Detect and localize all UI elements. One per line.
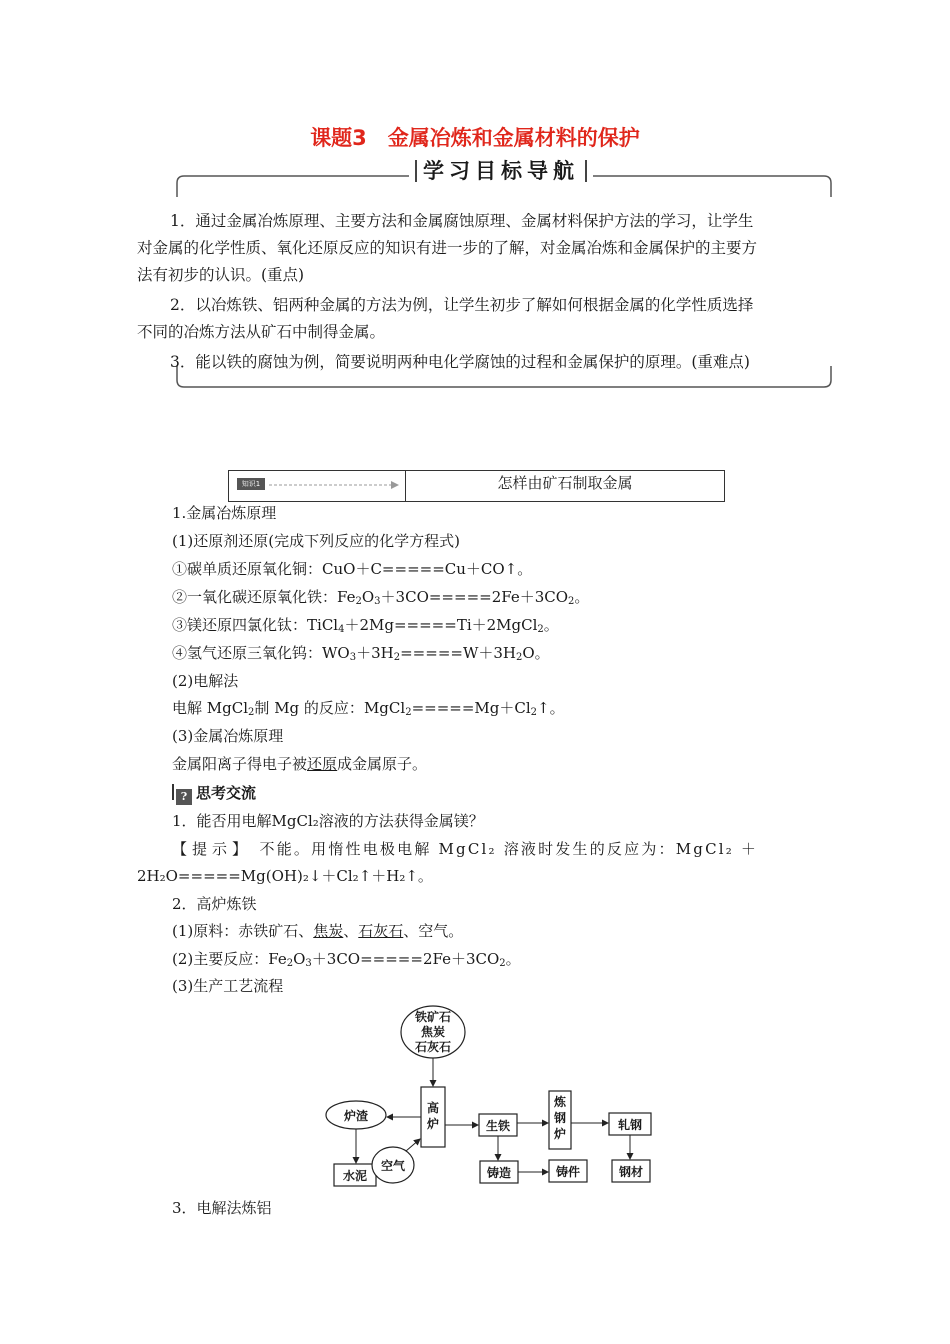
section2-heading: 2．高炉炼铁: [172, 895, 257, 913]
reaction-4: ④氢气还原三氧化钨：$WO_3+3H_2=====W+3H_2O$。: [172, 644, 550, 663]
electrolysis-reaction: 电解 MgCl$_2$制 Mg 的反应：$MgCl_2=====Mg+Cl_2↑$。: [172, 699, 565, 718]
svg-text:炉渣: 炉渣: [343, 1109, 369, 1123]
think-hint-cont: 2H₂O=====Mg(OH)₂↓＋Cl₂↑＋H₂↑。: [137, 867, 433, 885]
svg-text:空气: 空气: [380, 1159, 406, 1173]
svg-text:钢: 钢: [553, 1111, 567, 1125]
knowledge-tag: 知识1: [237, 478, 265, 490]
reaction-2: ②一氧化碳还原氧化铁：$Fe_2O_3+3CO=====2Fe+3CO_2$。: [172, 588, 590, 607]
reaction-1: ①碳单质还原氧化铜：CuO＋C=====Cu＋CO↑。: [172, 560, 533, 578]
svg-text:铸造: 铸造: [486, 1166, 512, 1180]
reaction-3: ③镁还原四氯化钛：TiCl$_4$＋2Mg=====Ti＋2MgCl$_2$。: [172, 616, 559, 635]
svg-text:炉: 炉: [426, 1117, 440, 1131]
section3-heading: 3．电解法炼铝: [172, 1199, 272, 1217]
raw-materials: (1)原料：赤铁矿石、焦炭、石灰石、空气。: [172, 922, 464, 940]
goals-heading-text: 学习目标导航: [423, 159, 579, 183]
arrow-icon: [269, 479, 399, 491]
knowledge-title: 怎样由矿石制取金属: [497, 474, 633, 492]
flow-label: (3)生产工艺流程: [172, 977, 284, 995]
think-heading: ? 思考交流: [172, 782, 256, 805]
svg-text:钢材: 钢材: [618, 1165, 644, 1179]
svg-text:高: 高: [426, 1101, 440, 1115]
goal-item-3: 3．能以铁的腐蚀为例，简要说明两种电化学腐蚀的过程和金属保护的原理。(重难点): [170, 353, 750, 371]
question-icon: ?: [176, 789, 192, 805]
svg-text:炉: 炉: [553, 1127, 567, 1141]
blast-furnace-flow: [320, 1005, 680, 1190]
input-line: 焦炭: [420, 1025, 446, 1039]
input-line: 铁矿石: [414, 1010, 452, 1024]
svg-text:炼: 炼: [553, 1095, 567, 1109]
svg-text:水泥: 水泥: [342, 1169, 368, 1183]
section1-sub2: (2)电解法: [172, 672, 239, 690]
input-line: 石灰石: [414, 1040, 452, 1054]
section1-sub3: (3)金属冶炼原理: [172, 727, 284, 745]
svg-text:轧钢: 轧钢: [617, 1118, 643, 1132]
principle: 金属阳离子得电子被还原成金属原子。: [172, 755, 428, 773]
section1-sub1: (1)还原剂还原(完成下列反应的化学方程式): [172, 532, 460, 550]
main-reaction: (2)主要反应：$Fe_2O_3+3CO=====2Fe+3CO_2$。: [172, 950, 521, 969]
svg-text:生铁: 生铁: [485, 1119, 511, 1133]
goal-item-1: 1．通过金属冶炼原理、主要方法和金属腐蚀原理、金属材料保护方法的学习，让学生 对金属的化学性质、氧化还原反应的知识有进一步的了解，对金属冶炼和金属保护的主要方 法有初步的认识。(重点): [137, 212, 758, 284]
goal-item-2: 2．以冶炼铁、铝两种金属的方法为例，让学生初步了解如何根据金属的化学性质选择 不同的冶炼方法从矿石中制得金属。: [137, 296, 754, 341]
svg-text:铸件: 铸件: [555, 1165, 581, 1179]
think-hint: 【提示】 不能。用惰性电极电解 MgCl₂ 溶液时发生的反应为：MgCl₂ ＋: [172, 840, 759, 858]
think-question: 1．能否用电解MgCl₂溶液的方法获得金属镁？: [172, 812, 484, 830]
section1-heading: 1.金属冶炼原理: [172, 504, 277, 522]
goals-heading: [409, 156, 593, 186]
page-title: 课题3 金属冶炼和金属材料的保护: [310, 126, 640, 150]
knowledge-header: [228, 470, 725, 502]
